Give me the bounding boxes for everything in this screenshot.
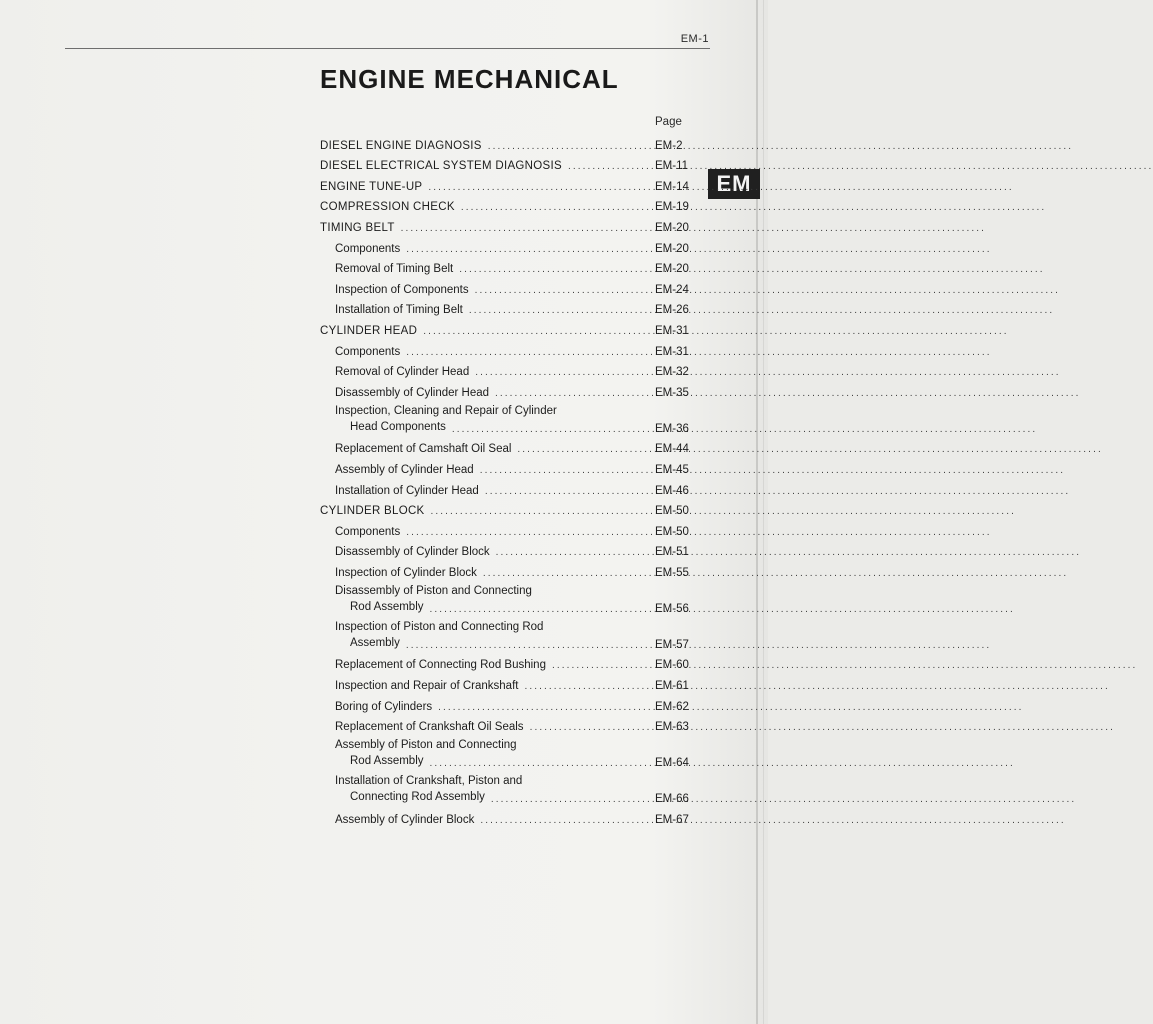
toc-entry-label: Removal of Timing Belt <box>335 263 454 276</box>
toc-dot-leader <box>431 506 1016 517</box>
toc-entry-page: EM-44 <box>655 443 689 456</box>
toc-entry[interactable] <box>320 216 700 237</box>
section-tab: EM <box>708 169 760 199</box>
toc-entry-page: EM-57 <box>655 638 689 651</box>
page-number: EM-1 <box>680 33 709 45</box>
toc-entry-page: EM-56 <box>655 602 689 615</box>
page-column-label: Page <box>655 116 682 128</box>
toc-entry-title <box>335 814 645 826</box>
toc-entry-label-continued: Rod Assembly <box>350 600 424 613</box>
toc-dot-leader <box>475 285 1060 296</box>
toc-dot-leader <box>469 305 1054 316</box>
toc-entry-title <box>335 620 645 651</box>
toc-entry[interactable] <box>320 479 700 500</box>
toc-entry-label: Removal of Cylinder Head <box>335 366 470 379</box>
toc-entry-page: EM-36 <box>655 422 689 435</box>
toc-entry-label-continued: Assembly <box>350 636 400 649</box>
toc-entry-title <box>335 346 645 358</box>
toc-entry-label: ENGINE TUNE-UP <box>320 180 423 193</box>
toc-entry-page: EM-20 <box>655 242 689 255</box>
toc-entry-title <box>320 201 645 213</box>
toc-entry-page: EM-32 <box>655 366 689 379</box>
toc-entry[interactable] <box>320 340 700 361</box>
toc-dot-leader <box>530 722 1115 733</box>
toc-entry-page: EM-31 <box>655 324 689 337</box>
toc-entry-page: EM-61 <box>655 680 689 693</box>
toc-entry-label: Components <box>335 525 401 538</box>
toc-entry-page: EM-20 <box>655 263 689 276</box>
toc-dot-leader <box>517 444 1102 455</box>
toc-entry-label: Installation of Cylinder Head <box>335 484 479 497</box>
toc-dot-leader <box>406 527 991 538</box>
toc-entry-title <box>320 181 645 193</box>
toc-entry[interactable] <box>320 618 700 654</box>
toc-entry-title <box>335 387 645 399</box>
toc-entry[interactable] <box>320 175 700 196</box>
toc-entry[interactable] <box>320 381 700 402</box>
toc-entry-page: EM-20 <box>655 221 689 234</box>
toc-entry-title <box>320 140 645 152</box>
page-title: ENGINE MECHANICAL <box>320 64 619 94</box>
toc-entry-title <box>335 775 645 805</box>
toc-entry-title <box>335 659 645 671</box>
toc-entry-page: EM-31 <box>655 345 689 358</box>
toc-dot-leader <box>485 486 1070 497</box>
toc-entry-page: EM-45 <box>655 463 689 476</box>
toc-entry-title <box>320 505 645 517</box>
toc-entry[interactable] <box>320 561 700 582</box>
toc-dot-leader <box>406 347 991 358</box>
toc-entry[interactable] <box>320 258 700 279</box>
toc-entry-page: EM-14 <box>655 180 689 193</box>
toc-entry-page: EM-55 <box>655 566 689 579</box>
toc-entry[interactable] <box>320 654 700 675</box>
toc-dot-leader <box>483 568 1068 579</box>
toc-entry[interactable] <box>320 299 700 320</box>
toc-entry-title <box>335 485 645 497</box>
toc-entry[interactable] <box>320 319 700 340</box>
toc-entry-title <box>320 222 645 234</box>
toc-entry-page: EM-66 <box>655 793 689 806</box>
toc-dot-leader <box>475 367 1060 378</box>
toc-dot-leader <box>428 182 1013 193</box>
toc-entry[interactable] <box>320 695 700 716</box>
toc-dot-leader <box>491 794 1076 805</box>
toc-entry[interactable] <box>320 736 700 772</box>
toc-entry-label: Assembly of Cylinder Block <box>335 813 475 826</box>
toc-entry-label: Replacement of Camshaft Oil Seal <box>335 443 512 456</box>
toc-entry-label: Components <box>335 345 401 358</box>
header-rule <box>65 48 710 49</box>
toc-entry-title <box>335 366 645 378</box>
toc-entry[interactable] <box>320 438 700 459</box>
toc-entry-page: EM-46 <box>655 484 689 497</box>
toc-entry-label: Disassembly of Cylinder Block <box>335 546 490 559</box>
toc-dot-leader <box>552 660 1137 671</box>
toc-entry-page: EM-35 <box>655 386 689 399</box>
toc-entry-page: EM-50 <box>655 525 689 538</box>
toc-dot-leader <box>495 388 1080 399</box>
toc-entry[interactable] <box>320 237 700 258</box>
toc-entry-page: EM-63 <box>655 721 689 734</box>
toc-entry-label: Inspection of Components <box>335 283 469 296</box>
toc-entry-label: Inspection and Repair of Crankshaft <box>335 680 519 693</box>
toc-entry[interactable] <box>320 402 700 438</box>
toc-entry-label: Inspection, Cleaning and Repair of Cylinder <box>335 404 557 417</box>
toc-dot-leader <box>406 244 991 255</box>
toc-entry-label: Boring of Cylinders <box>335 700 433 713</box>
toc-entry-title <box>335 567 645 579</box>
toc-dot-leader <box>524 681 1109 692</box>
toc-entry-label: CYLINDER BLOCK <box>320 505 425 518</box>
toc-entry-title <box>335 243 645 255</box>
toc-entry[interactable] <box>320 196 700 217</box>
toc-entry[interactable] <box>320 582 700 618</box>
toc-entry-title <box>335 526 645 538</box>
toc-entry[interactable] <box>320 155 700 176</box>
toc-entry-page: EM-26 <box>655 304 689 317</box>
toc-entry-title <box>335 404 645 435</box>
toc-dot-leader <box>459 264 1044 275</box>
toc-entry-title <box>335 546 645 558</box>
toc-entry-label: CYLINDER HEAD <box>320 324 418 337</box>
toc-entry-label: TIMING BELT <box>320 221 395 234</box>
toc-entry-label: Disassembly of Cylinder Head <box>335 386 490 399</box>
toc-entry-page: EM-50 <box>655 505 689 518</box>
toc-dot-leader <box>430 758 1015 769</box>
toc-entry[interactable] <box>320 520 700 541</box>
toc-entry-title <box>335 304 645 316</box>
toc-entry[interactable] <box>320 278 700 299</box>
toc-dot-leader <box>461 202 1046 213</box>
toc-dot-leader <box>406 640 991 651</box>
toc-entry-label: Replacement of Crankshaft Oil Seals <box>335 721 524 734</box>
table-of-contents <box>320 134 700 829</box>
toc-entry[interactable] <box>320 674 700 695</box>
toc-dot-leader <box>401 223 986 234</box>
toc-entry[interactable] <box>320 500 700 521</box>
toc-entry-title <box>320 160 645 172</box>
toc-entry-page: EM-62 <box>655 700 689 713</box>
toc-dot-leader <box>430 604 1015 615</box>
toc-entry[interactable] <box>320 458 700 479</box>
toc-entry-label-continued: Connecting Rod Assembly <box>350 791 485 804</box>
toc-entry-page: EM-2 <box>655 139 683 152</box>
toc-dot-leader <box>480 465 1065 476</box>
toc-dot-leader <box>452 424 1037 435</box>
toc-entry-page: EM-60 <box>655 659 689 672</box>
toc-dot-leader <box>423 326 1008 337</box>
toc-entry-title <box>335 701 645 713</box>
toc-entry-label: Installation of Timing Belt <box>335 304 463 317</box>
toc-entry-page: EM-11 <box>655 160 689 173</box>
toc-entry-page: EM-64 <box>655 757 689 770</box>
toc-entry[interactable] <box>320 361 700 382</box>
toc-entry-label: Assembly of Cylinder Head <box>335 463 474 476</box>
toc-entry-title <box>335 739 645 769</box>
toc-entry-label: Inspection of Piston and Connecting Rod <box>335 620 544 633</box>
toc-entry-label: Disassembly of Piston and Connecting <box>335 584 532 597</box>
toc-entry[interactable] <box>320 808 700 829</box>
toc-entry-label: Replacement of Connecting Rod Bushing <box>335 659 546 672</box>
toc-entry-label-continued: Rod Assembly <box>350 755 424 768</box>
toc-dot-leader <box>438 702 1023 713</box>
toc-entry-title <box>335 443 645 455</box>
toc-entry[interactable] <box>320 134 700 155</box>
toc-entry-label: COMPRESSION CHECK <box>320 201 455 214</box>
toc-entry-title <box>335 680 645 692</box>
toc-entry-title <box>335 721 645 733</box>
toc-entry-label: DIESEL ENGINE DIAGNOSIS <box>320 139 482 152</box>
toc-entry-title <box>335 284 645 296</box>
toc-dot-leader <box>488 141 1073 152</box>
toc-entry[interactable] <box>320 772 700 808</box>
toc-entry-title <box>335 263 645 275</box>
toc-entry-label: Installation of Crankshaft, Piston and <box>335 775 523 788</box>
toc-entry-title <box>335 584 645 615</box>
toc-dot-leader <box>496 547 1081 558</box>
toc-entry-page: EM-19 <box>655 201 689 214</box>
toc-entry-title <box>335 464 645 476</box>
toc-entry-label-continued: Head Components <box>350 420 446 433</box>
toc-entry-label: Inspection of Cylinder Block <box>335 566 477 579</box>
toc-entry-page: EM-24 <box>655 283 689 296</box>
toc-entry-page: EM-67 <box>655 813 689 826</box>
toc-entry-label: DIESEL ELECTRICAL SYSTEM DIAGNOSIS <box>320 160 562 173</box>
toc-entry-page: EM-51 <box>655 546 689 559</box>
toc-entry[interactable] <box>320 716 700 737</box>
toc-entry-label: Components <box>335 242 401 255</box>
toc-entry-label: Assembly of Piston and Connecting <box>335 739 517 752</box>
toc-dot-leader <box>480 815 1065 826</box>
toc-entry-title <box>320 325 645 337</box>
toc-entry[interactable] <box>320 541 700 562</box>
